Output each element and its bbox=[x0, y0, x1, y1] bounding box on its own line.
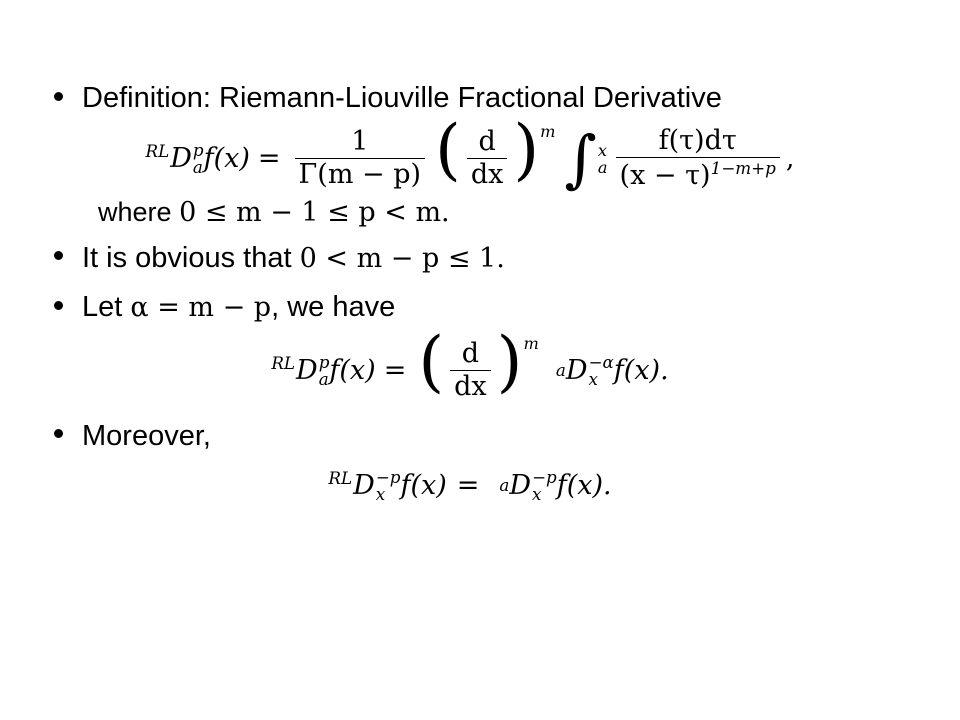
eq2-operator: D bbox=[296, 355, 318, 387]
eq3-equals: = bbox=[456, 470, 480, 502]
spacer bbox=[40, 408, 900, 418]
eq1-left-paren: ( bbox=[435, 111, 461, 189]
bullet-item-let bbox=[40, 289, 900, 326]
eq3-rhs-operator: D bbox=[509, 470, 532, 502]
eq1-operator: D bbox=[170, 143, 192, 175]
eq2-rhs-function: f(x). bbox=[613, 355, 669, 387]
bullet-dot-icon bbox=[54, 301, 63, 310]
equation-1-content bbox=[145, 111, 795, 196]
eq1-fraction-gamma bbox=[295, 128, 425, 190]
eq1-frac2-denominator: $(x - \tau)^{1-m+p}$ bbox=[616, 157, 780, 190]
bullet-dot-icon bbox=[54, 251, 63, 260]
eq3-rhs-presub: a bbox=[499, 475, 510, 496]
where-clause bbox=[98, 197, 900, 228]
eq3-operator-indices: −p x bbox=[375, 466, 401, 504]
eq1-frac1-numerator: 1 bbox=[351, 126, 369, 158]
eq3-rhs-indices: −p x bbox=[532, 466, 557, 504]
equation-rl-derivative-definition bbox=[40, 111, 900, 196]
spacer bbox=[40, 279, 900, 289]
eq2-ddx-numerator: d bbox=[461, 338, 480, 370]
eq3-rhs-function: f(x). bbox=[556, 470, 612, 502]
eq1-operator-indices: p a bbox=[192, 140, 204, 177]
where-label: where bbox=[98, 196, 172, 227]
equation-2-content bbox=[271, 323, 669, 403]
bullet-item-moreover bbox=[40, 418, 900, 455]
eq1-power-m: m bbox=[540, 122, 556, 142]
bullet-let-math: α = m − p bbox=[130, 291, 272, 323]
eq3-presuperscript: RL bbox=[328, 467, 353, 488]
eq2-ddx-fraction bbox=[450, 340, 491, 402]
bullet-text-let-after: , we have bbox=[271, 290, 396, 323]
bullet-dot-icon bbox=[54, 92, 63, 101]
bullet-text-obvious: It is obvious that bbox=[82, 241, 300, 274]
eq1-trailing-comma: , bbox=[785, 143, 795, 175]
eq1-integrand-fraction bbox=[616, 127, 780, 191]
eq1-integral bbox=[564, 122, 608, 196]
eq2-operator-indices: p a bbox=[318, 352, 330, 389]
eq2-ddx-denominator: dx bbox=[450, 370, 491, 401]
eq3-operator: D bbox=[353, 470, 375, 502]
equation-3-content bbox=[328, 466, 612, 504]
eq1-ddx-denominator: dx bbox=[467, 158, 508, 189]
eq2-rhs-indices: −α x bbox=[588, 352, 614, 389]
eq2-derivative-operator-power bbox=[418, 323, 539, 403]
eq2-rhs-operator: D bbox=[565, 355, 588, 387]
bullet-text-definition: Definition: Riemann-Liouville Fractional Derivative bbox=[82, 82, 722, 114]
eq1-derivative-operator-power bbox=[435, 111, 556, 191]
eq1-frac2-denominator-exponent: 1−m+p bbox=[710, 158, 776, 179]
bullet-list bbox=[40, 80, 900, 502]
bullet-item-obvious bbox=[40, 240, 900, 277]
eq1-frac2-numerator: f(τ)dτ bbox=[658, 125, 737, 157]
eq1-presuperscript: RL bbox=[145, 141, 170, 162]
eq3-function: f(x) bbox=[400, 470, 447, 502]
eq2-rhs-presub: a bbox=[555, 360, 566, 381]
equation-negative-order bbox=[40, 466, 900, 504]
eq2-equals: = bbox=[383, 355, 407, 387]
bullet-text-let-before: Let bbox=[82, 290, 131, 323]
where-condition-math: 0 ≤ m − 1 ≤ p < m. bbox=[179, 196, 450, 228]
integral-icon: ∫ bbox=[564, 122, 597, 196]
eq1-integral-upper: x bbox=[597, 140, 608, 160]
spacer bbox=[40, 230, 900, 240]
bullet-text-moreover: Moreover, bbox=[82, 419, 211, 452]
eq1-right-paren: ) bbox=[513, 111, 540, 189]
bullet-obvious-math: 0 < m − p ≤ 1. bbox=[299, 242, 505, 274]
eq1-equals: = bbox=[257, 143, 281, 175]
eq2-presuperscript: RL bbox=[271, 352, 296, 373]
eq2-function: f(x) bbox=[329, 355, 376, 387]
bullet-item-definition bbox=[40, 80, 900, 117]
eq1-ddx-numerator: d bbox=[478, 126, 496, 158]
bullet-dot-icon bbox=[54, 429, 63, 438]
eq2-power-m: m bbox=[523, 333, 539, 353]
eq1-integral-lower: a bbox=[597, 157, 608, 177]
eq1-ddx-fraction bbox=[467, 128, 508, 190]
eq2-right-paren: ) bbox=[496, 323, 523, 401]
eq2-left-paren: ( bbox=[418, 323, 445, 401]
equation-alpha-form bbox=[40, 323, 900, 403]
eq1-integral-limits bbox=[598, 142, 608, 176]
eq1-function: f(x) bbox=[203, 143, 250, 175]
eq1-frac1-denominator: Γ(m − p) bbox=[295, 158, 425, 189]
